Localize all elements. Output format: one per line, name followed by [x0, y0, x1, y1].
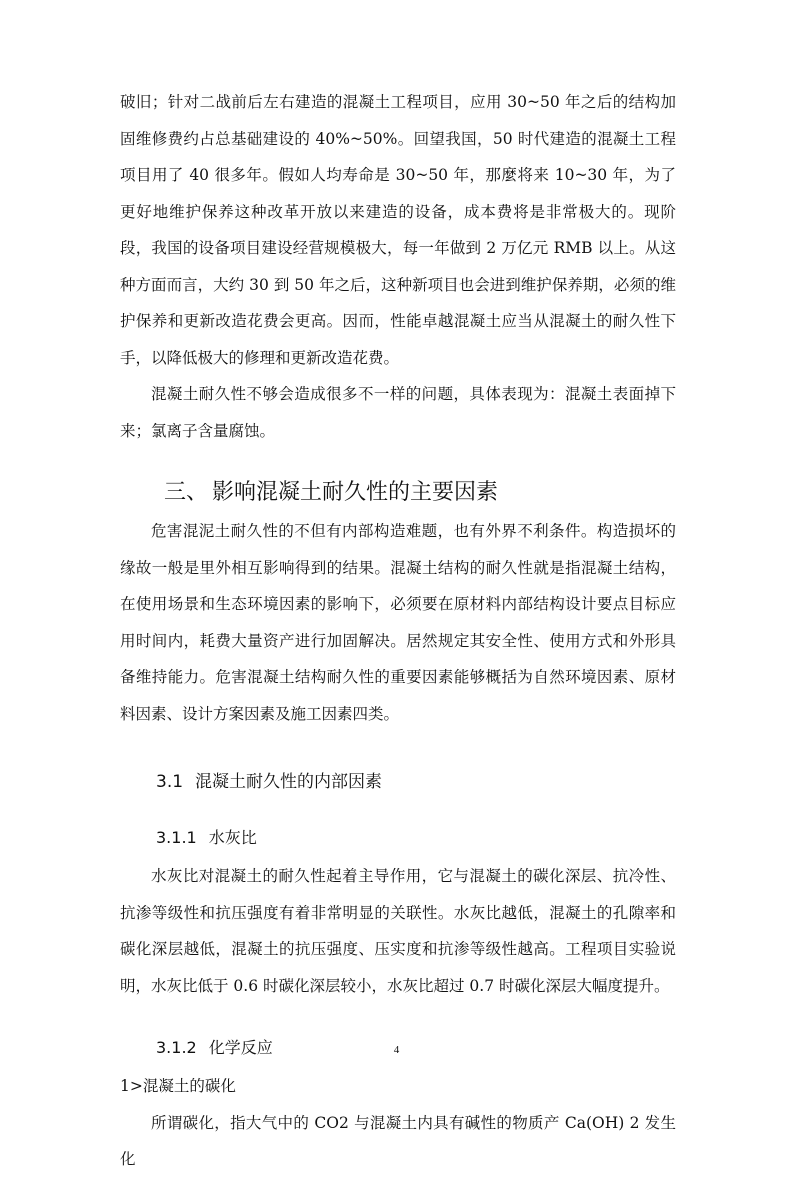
- subsection-number: 3.1: [156, 772, 184, 792]
- section-number: 三、: [164, 480, 209, 505]
- body-paragraph: 危害混泥土耐久性的不但有内部构造难题，也有外界不利条件。构造损坏的缘故一般是里外相互影响得到的结果。混凝土结构的耐久性就是指混凝土结构，在使用场景和生态环境因素的影响下，必须要在原材料内部结构设计要点目标应用时间内，耗费大量资产进行加固解决。居然规定其安全性、使用方式和外形具备维持能力。危害混凝土结构耐久性的重要因素能够概括为自然环境因素、原材料因素、设计方案因素及施工因素四类。: [120, 522, 676, 723]
- section-title: 影响混凝土耐久性的主要因素: [212, 480, 499, 505]
- subsubsection-heading: [120, 826, 676, 850]
- body-paragraph: 混凝土耐久性不够会造成很多不一样的问题，具体表现为：混凝土表面掉下来；氯离子含量腐蚀。: [120, 385, 676, 440]
- subsubsection-title: 化学反应: [208, 1038, 273, 1057]
- body-paragraph: 水灰比对混凝土的耐久性起着主导作用，它与混凝土的碳化深层、抗冷性、抗渗等级性和抗压强度有着非常明显的关联性。水灰比越低，混凝土的孔隙率和碳化深层越低，混凝土的抗压强度、压实度和抗渗等级性越高。工程项目实验说明，水灰比低于 0.6 时碳化深层较小，水灰比超过 0.7 时碳化深层大幅度提升。: [120, 867, 676, 995]
- page-number: 4: [393, 1044, 400, 1056]
- subsubsection-number: 3.1.1: [156, 828, 197, 847]
- subsection-title: 混凝土耐久性的内部因素: [195, 772, 383, 792]
- body-paragraph: 所谓碳化，指大气中的 CO2 与混凝土内具有碱性的物质产 Ca(OH) 2 发生化: [120, 1113, 676, 1168]
- body-paragraph: 破旧；针对二战前后左右建造的混凝土工程项目，应用 30~50 年之后的结构加固维修费约占总基础建设的 40%~50%。回望我国，50 时代建造的混凝土工程项目用了 40 很多年。假如人均寿命是 30~50 年，那麼将来 10~30 年，为了更好地维护保养这种改革开放以来建造的设备，成本费将是非常极大的。现阶段，我国的设备项目建设经营规模极大，每一年做到 2 万亿元 RMB 以上。从这种方面而言，大约 30 到 50 年之后，这种新项目也会进到维护保养期，必须的维护保养和更新改造花费会更高。因而，性能卓越混凝土应当从混凝土的耐久性下手，以降低极大的修理和更新改造花费。: [120, 93, 676, 367]
- subsubsection-number: 3.1.2: [156, 1038, 197, 1057]
- list-label: 1>混凝土的碳化: [120, 1077, 236, 1095]
- subsubsection-title: 水灰比: [208, 828, 257, 847]
- section-heading: [120, 479, 676, 507]
- subsection-heading: [120, 770, 676, 794]
- page-content: [120, 84, 676, 1178]
